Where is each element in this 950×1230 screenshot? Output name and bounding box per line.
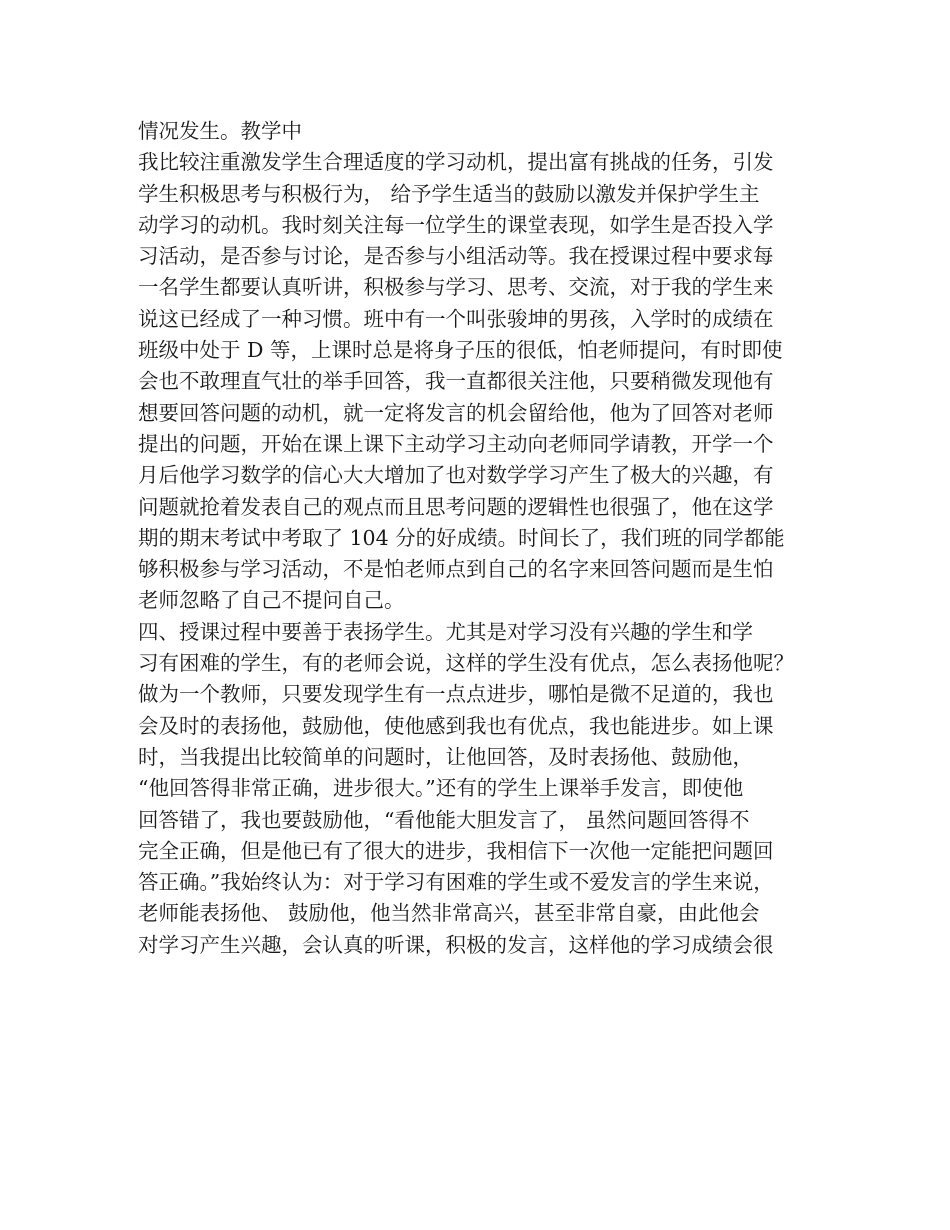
text-line: 会也不敢理直气壮的举手回答，我一直都很关注他，只要稍微发现他有: [138, 369, 774, 394]
text-line: 情况发生。教学中: [138, 119, 302, 143]
text-line: 答正确。”我始终认为：对于学习有困难的学生或不爱发言的学生来说，: [138, 870, 774, 895]
text-line: 回答错了，我也要鼓励他，“看他能大胆发言了， 虽然问题回答得不: [138, 807, 750, 832]
text-line: 期的期末考试中考取了 104 分的好成绩。时间长了，我们班的同学都能: [138, 525, 785, 550]
text-line: “他回答得非常正确，进步很大。”还有的学生上课举手发言，即使他: [138, 776, 744, 801]
text-line: 提出的问题，开始在课上课下主动学习主动向老师同学请教，开学一个: [138, 431, 774, 456]
text-line: 习活动，是否参与讨论，是否参与小组活动等。我在授课过程中要求每: [138, 244, 774, 269]
text-line: 我比较注重激发学生合理适度的学习动机，提出富有挑战的任务，引发: [138, 150, 774, 175]
text-line: 会及时的表扬他，鼓励他，使他感到我也有优点，我也能进步。如上课: [138, 713, 774, 738]
text-line: 完全正确，但是他已有了很大的进步，我相信下一次他一定能把问题回: [138, 838, 774, 863]
text-line: 说这已经成了一种习惯。班中有一个叫张骏坤的男孩，入学时的成绩在: [138, 306, 774, 331]
text-line: 月后他学习数学的信心大大增加了也对数学学习产生了极大的兴趣，有: [138, 463, 774, 488]
text-line: 老师忽略了自己不提问自己。: [138, 588, 405, 613]
text-line: 问题就抢着发表自己的观点而且思考问题的逻辑性也很强了，他在这学: [138, 494, 774, 519]
text-line: 老师能表扬他、 鼓励他，他当然非常高兴，甚至非常自豪，由此他会: [138, 901, 760, 926]
body-text: [138, 116, 828, 961]
text-line: 对学习产生兴趣，会认真的听课，积极的发言，这样他的学习成绩会很: [138, 932, 774, 957]
text-line: 够积极参与学习活动，不是怕老师点到自己的名字来回答问题而是生怕: [138, 557, 774, 582]
text-line: 时，当我提出比较简单的问题时，让他回答，及时表扬他、鼓励他，: [138, 744, 753, 769]
text-line: 班级中处于 D 等，上课时总是将身子压的很低，怕老师提问，有时即使: [138, 338, 783, 363]
text-line: 做为一个教师，只要发现学生有一点点进步，哪怕是微不足道的，我也: [138, 682, 774, 707]
text-line: 四、授课过程中要善于表扬学生。尤其是对学习没有兴趣的学生和学: [138, 619, 753, 644]
text-line: 想要回答问题的动机，就一定将发言的机会留给他，他为了回答对老师: [138, 400, 774, 425]
text-line: 习有困难的学生，有的老师会说，这样的学生没有优点，怎么表扬他呢？: [138, 651, 794, 676]
text-line: 动学习的动机。我时刻关注每一位学生的课堂表现，如学生是否投入学: [138, 212, 774, 237]
text-line: 学生积极思考与积极行为， 给予学生适当的鼓励以激发并保护学生主: [138, 181, 760, 206]
text-line: 一名学生都要认真听讲，积极参与学习、思考、交流，对于我的学生来: [138, 275, 774, 300]
